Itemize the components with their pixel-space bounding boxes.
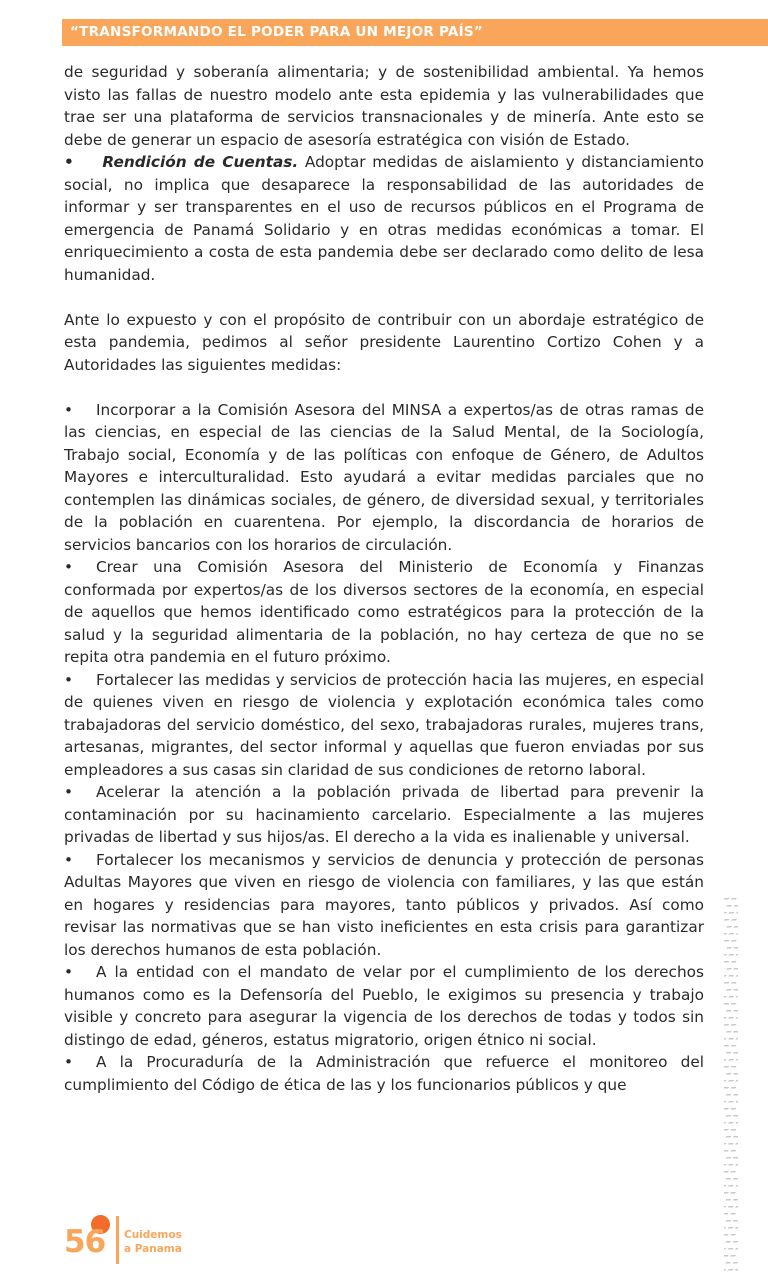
accountability-title-text: Rendición de Cuentas. bbox=[102, 153, 299, 171]
measure-text: A la entidad con el mandato de velar por el cumplimiento de los derechos humanos como es la Defensoría del Pueblo, le exigimos su presencia y trabajo visible y concreto para asegurar la vigencia de los derechos de todas y todos sin distingo de edad, géneros, estatus migratorio, origen étnico ni social. bbox=[64, 963, 704, 1049]
measure-item bbox=[64, 669, 704, 782]
accountability-text: Adoptar medidas de aislamiento y distanciamiento social, no implica que desaparece la responsabilidad de las autoridades de informar y ser transparentes en el uso de recursos públicos en el Programa de emergencia de Panamá Solidario y en otras medidas económicas a tomar. El enriquecimiento a costa de esta pandemia debe ser declarado como delito de lesa humanidad. bbox=[64, 153, 704, 284]
bullet-mark: • bbox=[64, 1053, 74, 1071]
page-body bbox=[64, 61, 704, 1096]
bullet-mark: • bbox=[64, 963, 74, 981]
paragraph-accountability bbox=[64, 151, 704, 286]
measure-item bbox=[64, 849, 704, 962]
paragraph-intro: Ante lo expuesto y con el propósito de contribuir con un abordaje estratégico de esta pandemia, pedimos al señor presidente Laurentino Cortizo Cohen y a Autoridades las siguientes medidas: bbox=[64, 310, 704, 374]
measure-text: Fortalecer los mecanismos y servicios de denuncia y protección de personas Adultas Mayores que viven en riesgo de violencia con familiares, y las que están en hogares y residencias para mayores, tanto públicos y privados. Así como revisar las normativas que se han visto ineficientes en esta crisis para garantizar los derechos humanos de esta población. bbox=[64, 850, 704, 959]
page-number: 56 bbox=[64, 1224, 106, 1260]
decorative-dotted-border bbox=[724, 895, 738, 1273]
footer-brand bbox=[124, 1228, 182, 1256]
measure-text: Acelerar la atención a la población privada de libertad para prevenir la contaminación por su hacinamiento carcelario. Especialmente a las mujeres privadas de libertad y sus hijos/as. El derecho a la vida es inalienable y universal. bbox=[64, 783, 704, 846]
measure-item bbox=[64, 399, 704, 557]
measure-item bbox=[64, 1051, 704, 1096]
bullet-mark: • bbox=[64, 850, 74, 869]
spacer bbox=[64, 376, 704, 399]
header-slogan: “TRANSFORMANDO EL PODER PARA UN MEJOR PAÍS” bbox=[70, 24, 483, 40]
measure-text: A la Procuraduría de la Administración que refuerce el monitoreo del cumplimiento del Código de ética de las y los funcionarios públicos y que bbox=[64, 1053, 704, 1094]
measure-text: Incorporar a la Comisión Asesora del MINSA a expertos/as de otras ramas de las ciencias, en especial de las ciencias de la Salud Mental, de la Sociología, Trabajo social, Economía y de las políticas con enfoque de Género, de Adultos Mayores e interculturalidad. Esto ayudará a evitar medidas parciales que no contemplen las dinámicas sociales, de género, de diversidad sexual, y territoriales de la población en cuarentena. Por ejemplo, la discordancia de horarios de servicios bancarios con los horarios de circulación. bbox=[64, 400, 704, 554]
footer-brand-line2: a Panama bbox=[124, 1243, 182, 1255]
bullet-mark: • bbox=[64, 400, 74, 419]
measure-text: Crear una Comisión Asesora del Ministerio de Economía y Finanzas conformada por expertos/as de los diversos sectores de la economía, en especial de aquellos que hemos identificado como estratégicos para la protección de la salud y la seguridad alimentaria de la población, no hay certeza de que no se repita otra pandemia en el futuro próximo. bbox=[64, 558, 704, 666]
accountability-title bbox=[74, 153, 298, 171]
paragraph-continuation: de seguridad y soberanía alimentaria; y de sostenibilidad ambiental. Ya hemos visto las fallas de nuestro modelo ante esta epidemia y las vulnerabilidades que trae ser una plataforma de servicios transnacionales y de minería. Ante esto se debe de generar un espacio de asesoría estratégica con visión de Estado. bbox=[64, 63, 704, 149]
bullet-mark: • bbox=[64, 153, 74, 171]
footer-brand-line1: Cuidemos bbox=[124, 1229, 182, 1241]
measure-item bbox=[64, 961, 704, 1051]
measure-item bbox=[64, 781, 704, 849]
bullet-mark: • bbox=[64, 558, 74, 576]
footer-divider bbox=[116, 1216, 119, 1264]
bullet-mark: • bbox=[64, 783, 74, 801]
measure-text: Fortalecer las medidas y servicios de protección hacia las mujeres, en especial de quienes viven en riesgo de violencia y explotación económica tales como trabajadoras del servicio doméstico, del sexo, trabajadoras rurales, mujeres trans, artesanas, migrantes, del sector informal y aquellas que fueron enviadas por sus empleadores a sus casas sin claridad de sus condiciones de retorno laboral. bbox=[64, 670, 704, 779]
measure-item bbox=[64, 556, 704, 669]
spacer bbox=[64, 286, 704, 309]
bullet-mark: • bbox=[64, 670, 74, 689]
